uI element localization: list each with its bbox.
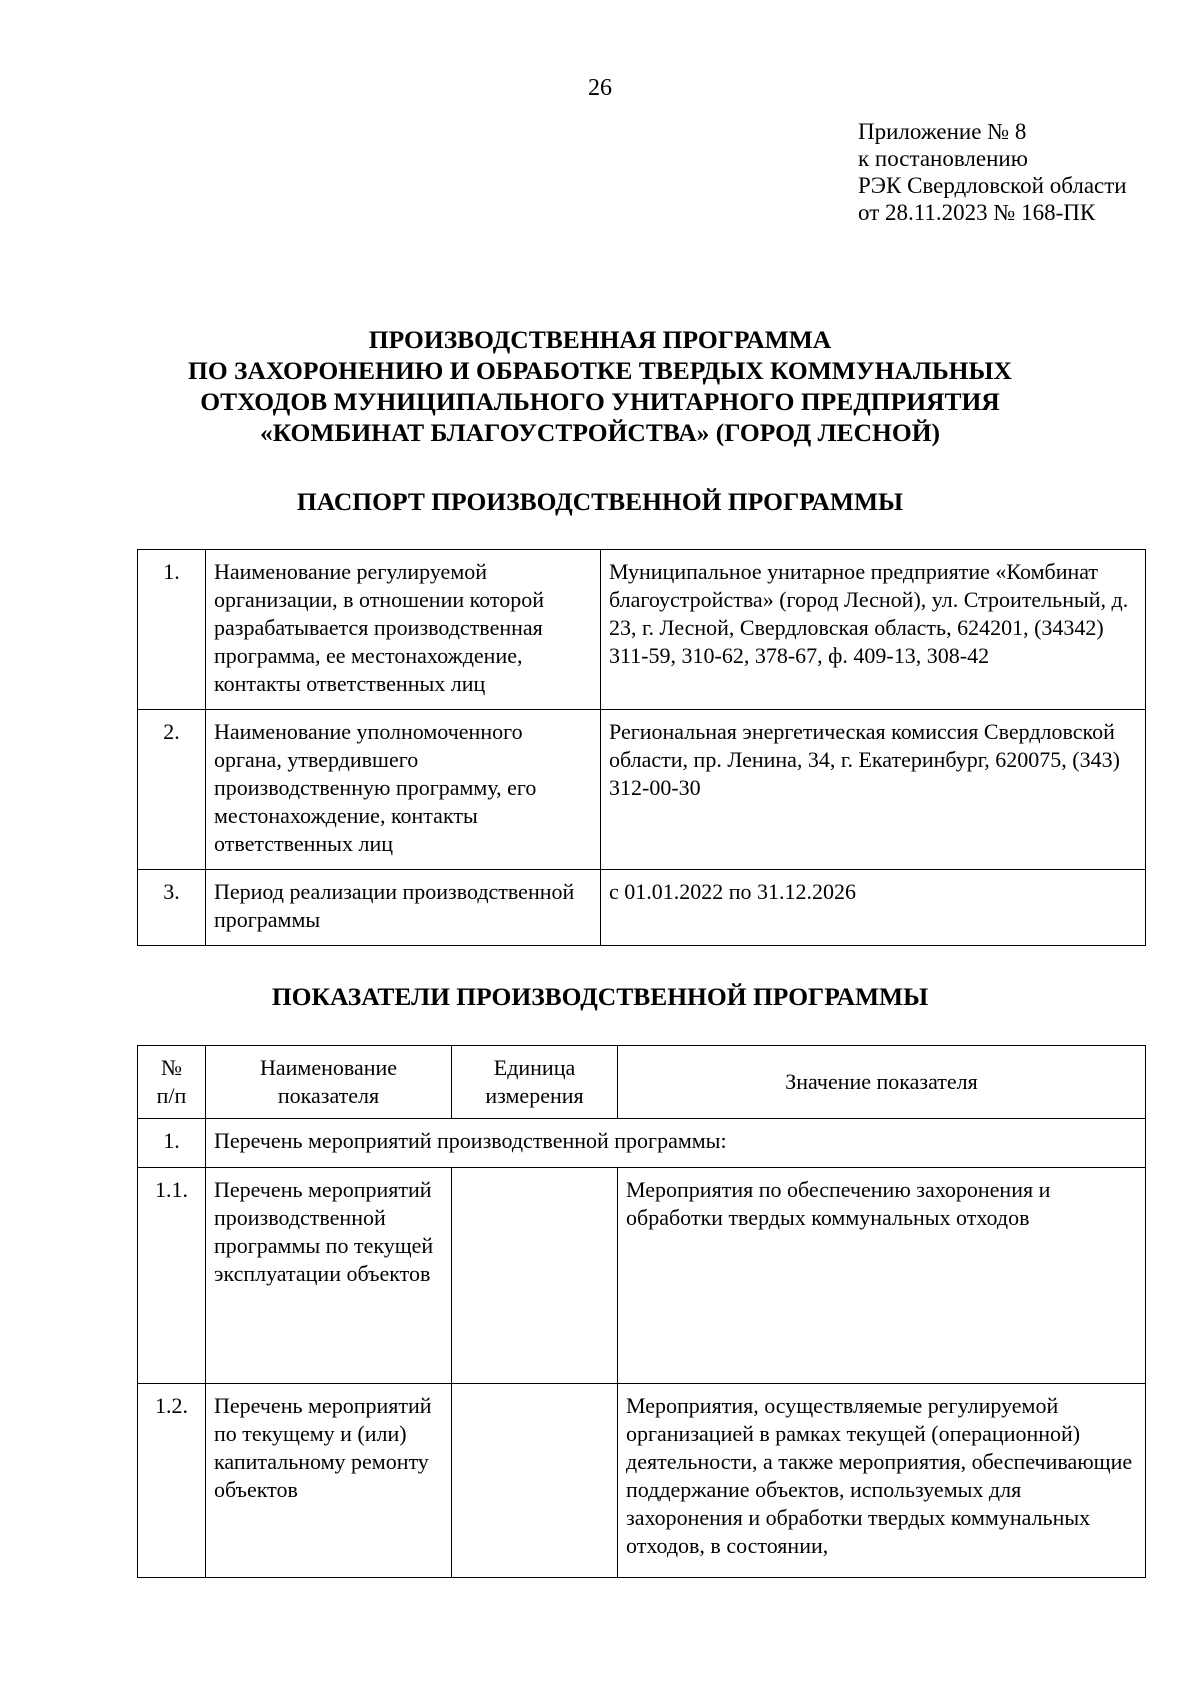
document-title-line: ОТХОДОВ МУНИЦИПАЛЬНОГО УНИТАРНОГО ПРЕДПРИЯТИЯ (200, 387, 1000, 416)
page-number: 26 (588, 75, 612, 101)
table-row (138, 1384, 1146, 1578)
passport-table (137, 549, 1146, 946)
appendix-block (858, 118, 1127, 226)
passport-row-value: Региональная энергетическая комиссия Свердловской области, пр. Ленина, 34, г. Екатеринбург, 620075, (343) 312-00-30 (601, 710, 1146, 870)
passport-row-number: 1. (138, 550, 206, 710)
appendix-line: Приложение № 8 (858, 119, 1027, 144)
document-title (100, 324, 1100, 448)
section-row-text: Перечень мероприятий производственной программы: (206, 1119, 1146, 1168)
indicators-section-row (138, 1119, 1146, 1168)
row-indicator-value: Мероприятия по обеспечению захоронения и обработки твердых коммунальных отходов (618, 1168, 1146, 1384)
header-number (138, 1046, 206, 1119)
passport-row (138, 870, 1146, 946)
header-unit: Единица измерения (452, 1046, 618, 1119)
row-indicator-name: Перечень мероприятий производственной программы по текущей эксплуатации объектов (206, 1168, 452, 1384)
row-number: 1.1. (138, 1168, 206, 1384)
passport-row (138, 550, 1146, 710)
header-indicator-value: Значение показателя (618, 1046, 1146, 1119)
appendix-line: к постановлению (858, 146, 1028, 171)
passport-row-name: Наименование регулируемой организации, в отношении которой разрабатывается производственная программа, ее местонахождение, контакты ответственных лиц (206, 550, 601, 710)
passport-row (138, 710, 1146, 870)
row-indicator-value: Мероприятия, осуществляемые регулируемой организацией в рамках текущей (операционной) деятельности, а также мероприятия, обеспечивающие поддержание объектов, используемых для захоронения и обработки твердых коммунальных отходов, в состоянии, (618, 1384, 1146, 1578)
header-number-line: № (161, 1055, 182, 1080)
passport-row-name: Период реализации производственной программы (206, 870, 601, 946)
passport-row-name: Наименование уполномоченного органа, утвердившего производственную программу, его местонахождение, контакты ответственных лиц (206, 710, 601, 870)
indicators-title: ПОКАЗАТЕЛИ ПРОИЗВОДСТВЕННОЙ ПРОГРАММЫ (271, 982, 929, 1011)
appendix-line: РЭК Свердловской области (858, 173, 1127, 198)
document-title-line: ПО ЗАХОРОНЕНИЮ И ОБРАБОТКЕ ТВЕРДЫХ КОММУНАЛЬНЫХ (188, 356, 1012, 385)
row-indicator-name: Перечень мероприятий по текущему и (или) капитальному ремонту объектов (206, 1384, 452, 1578)
passport-title: ПАСПОРТ ПРОИЗВОДСТВЕННОЙ ПРОГРАММЫ (296, 487, 904, 516)
row-number: 1.2. (138, 1384, 206, 1578)
header-indicator-name: Наименование показателя (206, 1046, 452, 1119)
header-number-line: п/п (156, 1083, 187, 1108)
document-title-line: ПРОИЗВОДСТВЕННАЯ ПРОГРАММА (368, 325, 832, 354)
row-unit (452, 1168, 618, 1384)
table-row (138, 1168, 1146, 1384)
document-title-line: «КОМБИНАТ БЛАГОУСТРОЙСТВА» (ГОРОД ЛЕСНОЙ) (259, 418, 941, 447)
appendix-line: от 28.11.2023 № 168-ПК (858, 200, 1096, 225)
indicators-header-row (138, 1046, 1146, 1119)
row-unit (452, 1384, 618, 1578)
passport-row-number: 2. (138, 710, 206, 870)
passport-row-number: 3. (138, 870, 206, 946)
passport-row-value: с 01.01.2022 по 31.12.2026 (601, 870, 1146, 946)
indicators-table (137, 1045, 1146, 1578)
section-row-number: 1. (138, 1119, 206, 1168)
passport-row-value: Муниципальное унитарное предприятие «Комбинат благоустройства» (город Лесной), ул. Строительный, д. 23, г. Лесной, Свердловская область, 624201, (34342) 311-59, 310-62, 378-67, ф. 409-13, 308-42 (601, 550, 1146, 710)
